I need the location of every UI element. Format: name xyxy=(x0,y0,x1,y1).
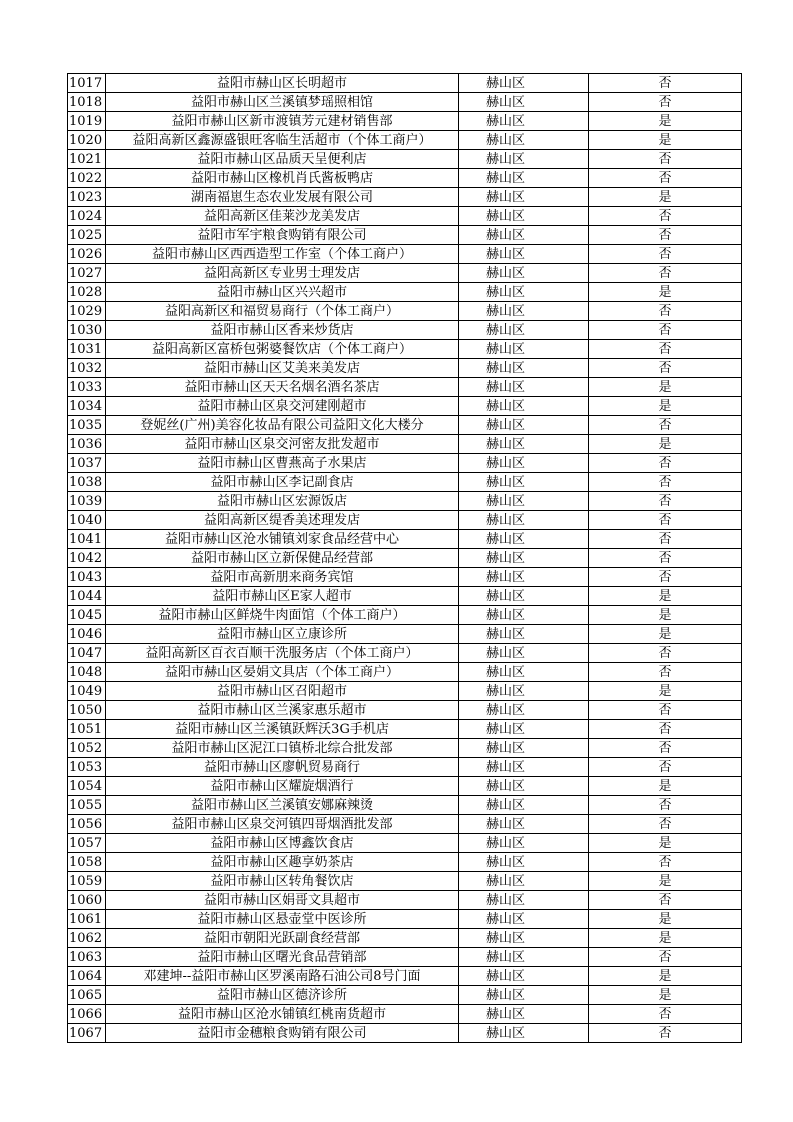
status-flag-cell: 否 xyxy=(589,644,742,663)
district-cell: 赫山区 xyxy=(459,169,589,188)
table-row xyxy=(68,910,742,929)
row-number-cell: 1066 xyxy=(68,1005,106,1024)
table-row xyxy=(68,492,742,511)
row-number-cell: 1063 xyxy=(68,948,106,967)
row-number-cell: 1067 xyxy=(68,1024,106,1043)
status-flag-cell: 是 xyxy=(589,625,742,644)
district-cell: 赫山区 xyxy=(459,644,589,663)
row-number-cell: 1029 xyxy=(68,302,106,321)
table-row xyxy=(68,150,742,169)
table-row xyxy=(68,720,742,739)
business-name-cell: 益阳市赫山区转角餐饮店 xyxy=(106,872,459,891)
business-name-cell: 益阳市赫山区立康诊所 xyxy=(106,625,459,644)
row-number-cell: 1047 xyxy=(68,644,106,663)
business-name-cell: 益阳市赫山区曙光食品营销部 xyxy=(106,948,459,967)
table-row xyxy=(68,891,742,910)
district-cell: 赫山区 xyxy=(459,473,589,492)
row-number-cell: 1024 xyxy=(68,207,106,226)
status-flag-cell: 是 xyxy=(589,834,742,853)
business-name-cell: 益阳市赫山区兰溪家惠乐超市 xyxy=(106,701,459,720)
row-number-cell: 1049 xyxy=(68,682,106,701)
row-number-cell: 1023 xyxy=(68,188,106,207)
district-cell: 赫山区 xyxy=(459,321,589,340)
business-name-cell: 益阳市赫山区兰溪镇跃辉沃3G手机店 xyxy=(106,720,459,739)
row-number-cell: 1045 xyxy=(68,606,106,625)
status-flag-cell: 否 xyxy=(589,568,742,587)
business-name-cell: 益阳市赫山区橡机肖氏酱板鸭店 xyxy=(106,169,459,188)
status-flag-cell: 否 xyxy=(589,473,742,492)
district-cell: 赫山区 xyxy=(459,359,589,378)
table-row xyxy=(68,131,742,150)
row-number-cell: 1017 xyxy=(68,74,106,93)
district-cell: 赫山区 xyxy=(459,986,589,1005)
row-number-cell: 1054 xyxy=(68,777,106,796)
table-row xyxy=(68,986,742,1005)
status-flag-cell: 是 xyxy=(589,283,742,302)
table-row xyxy=(68,74,742,93)
business-name-cell: 益阳市赫山区品质天呈便利店 xyxy=(106,150,459,169)
row-number-cell: 1053 xyxy=(68,758,106,777)
district-cell: 赫山区 xyxy=(459,948,589,967)
row-number-cell: 1059 xyxy=(68,872,106,891)
business-name-cell: 益阳市赫山区天天名烟名酒名茶店 xyxy=(106,378,459,397)
business-name-cell: 益阳市赫山区博鑫饮食店 xyxy=(106,834,459,853)
table-row xyxy=(68,416,742,435)
business-name-cell: 邓建坤--益阳市赫山区罗溪南路石油公司8号门面 xyxy=(106,967,459,986)
business-name-cell: 益阳市赫山区召阳超市 xyxy=(106,682,459,701)
business-name-cell: 益阳市赫山区沧水铺镇刘家食品经营中心 xyxy=(106,530,459,549)
business-name-cell: 益阳高新区专业男士理发店 xyxy=(106,264,459,283)
business-name-cell: 益阳市军宇粮食购销有限公司 xyxy=(106,226,459,245)
table-row xyxy=(68,283,742,302)
row-number-cell: 1040 xyxy=(68,511,106,530)
status-flag-cell: 是 xyxy=(589,929,742,948)
business-name-cell: 益阳市赫山区沧水铺镇红桃南货超市 xyxy=(106,1005,459,1024)
row-number-cell: 1062 xyxy=(68,929,106,948)
row-number-cell: 1044 xyxy=(68,587,106,606)
district-cell: 赫山区 xyxy=(459,853,589,872)
row-number-cell: 1039 xyxy=(68,492,106,511)
row-number-cell: 1034 xyxy=(68,397,106,416)
status-flag-cell: 是 xyxy=(589,910,742,929)
business-name-cell: 益阳市金穗粮食购销有限公司 xyxy=(106,1024,459,1043)
table-row xyxy=(68,340,742,359)
status-flag-cell: 否 xyxy=(589,758,742,777)
business-name-cell: 益阳高新区缇香美述理发店 xyxy=(106,511,459,530)
business-name-cell: 益阳高新区佳莱沙龙美发店 xyxy=(106,207,459,226)
status-flag-cell: 否 xyxy=(589,511,742,530)
row-number-cell: 1061 xyxy=(68,910,106,929)
district-cell: 赫山区 xyxy=(459,435,589,454)
status-flag-cell: 否 xyxy=(589,226,742,245)
status-flag-cell: 是 xyxy=(589,986,742,1005)
row-number-cell: 1026 xyxy=(68,245,106,264)
business-name-cell: 益阳市赫山区耀旋烟酒行 xyxy=(106,777,459,796)
district-cell: 赫山区 xyxy=(459,872,589,891)
district-cell: 赫山区 xyxy=(459,663,589,682)
table-row xyxy=(68,454,742,473)
status-flag-cell: 否 xyxy=(589,796,742,815)
table-row xyxy=(68,264,742,283)
table-row xyxy=(68,359,742,378)
table-row xyxy=(68,606,742,625)
row-number-cell: 1032 xyxy=(68,359,106,378)
row-number-cell: 1025 xyxy=(68,226,106,245)
status-flag-cell: 否 xyxy=(589,720,742,739)
business-name-cell: 登妮丝(广州)美容化妆品有限公司益阳文化大楼分 xyxy=(106,416,459,435)
district-cell: 赫山区 xyxy=(459,378,589,397)
table-row xyxy=(68,777,742,796)
district-cell: 赫山区 xyxy=(459,777,589,796)
district-cell: 赫山区 xyxy=(459,606,589,625)
row-number-cell: 1035 xyxy=(68,416,106,435)
table-row xyxy=(68,169,742,188)
business-name-cell: 益阳市赫山区李记副食店 xyxy=(106,473,459,492)
row-number-cell: 1056 xyxy=(68,815,106,834)
table-row xyxy=(68,226,742,245)
status-flag-cell: 是 xyxy=(589,777,742,796)
status-flag-cell: 否 xyxy=(589,74,742,93)
district-cell: 赫山区 xyxy=(459,568,589,587)
status-flag-cell: 是 xyxy=(589,967,742,986)
row-number-cell: 1058 xyxy=(68,853,106,872)
business-name-cell: 益阳市赫山区德济诊所 xyxy=(106,986,459,1005)
district-cell: 赫山区 xyxy=(459,834,589,853)
district-cell: 赫山区 xyxy=(459,720,589,739)
status-flag-cell: 是 xyxy=(589,587,742,606)
district-cell: 赫山区 xyxy=(459,511,589,530)
status-flag-cell: 是 xyxy=(589,872,742,891)
row-number-cell: 1038 xyxy=(68,473,106,492)
status-flag-cell: 是 xyxy=(589,435,742,454)
district-cell: 赫山区 xyxy=(459,587,589,606)
table-row xyxy=(68,1024,742,1043)
row-number-cell: 1041 xyxy=(68,530,106,549)
business-name-cell: 益阳市赫山区西西造型工作室（个体工商户） xyxy=(106,245,459,264)
records-table-body xyxy=(68,74,742,1043)
table-row xyxy=(68,701,742,720)
row-number-cell: 1036 xyxy=(68,435,106,454)
business-name-cell: 益阳市赫山区泉交河建刚超市 xyxy=(106,397,459,416)
table-row xyxy=(68,834,742,853)
district-cell: 赫山区 xyxy=(459,131,589,150)
status-flag-cell: 否 xyxy=(589,264,742,283)
district-cell: 赫山区 xyxy=(459,682,589,701)
business-name-cell: 益阳市赫山区悬壶堂中医诊所 xyxy=(106,910,459,929)
table-row xyxy=(68,473,742,492)
table-row xyxy=(68,682,742,701)
business-name-cell: 益阳市赫山区兰溪镇安娜麻辣烫 xyxy=(106,796,459,815)
row-number-cell: 1065 xyxy=(68,986,106,1005)
district-cell: 赫山区 xyxy=(459,739,589,758)
district-cell: 赫山区 xyxy=(459,967,589,986)
table-row xyxy=(68,568,742,587)
status-flag-cell: 否 xyxy=(589,739,742,758)
row-number-cell: 1052 xyxy=(68,739,106,758)
district-cell: 赫山区 xyxy=(459,492,589,511)
status-flag-cell: 否 xyxy=(589,492,742,511)
row-number-cell: 1060 xyxy=(68,891,106,910)
status-flag-cell: 否 xyxy=(589,169,742,188)
table-row xyxy=(68,549,742,568)
business-name-cell: 益阳市赫山区趣享奶茶店 xyxy=(106,853,459,872)
status-flag-cell: 否 xyxy=(589,701,742,720)
table-row xyxy=(68,967,742,986)
row-number-cell: 1030 xyxy=(68,321,106,340)
status-flag-cell: 否 xyxy=(589,454,742,473)
business-name-cell: 益阳市赫山区香来炒货店 xyxy=(106,321,459,340)
table-row xyxy=(68,587,742,606)
table-row xyxy=(68,1005,742,1024)
row-number-cell: 1046 xyxy=(68,625,106,644)
business-name-cell: 益阳市赫山区艾美来美发店 xyxy=(106,359,459,378)
row-number-cell: 1031 xyxy=(68,340,106,359)
business-name-cell: 益阳市高新朋来商务宾馆 xyxy=(106,568,459,587)
status-flag-cell: 否 xyxy=(589,207,742,226)
business-name-cell: 益阳市赫山区立新保健品经营部 xyxy=(106,549,459,568)
table-row xyxy=(68,188,742,207)
row-number-cell: 1055 xyxy=(68,796,106,815)
status-flag-cell: 否 xyxy=(589,948,742,967)
row-number-cell: 1021 xyxy=(68,150,106,169)
business-name-cell: 益阳市赫山区宏源饭店 xyxy=(106,492,459,511)
status-flag-cell: 否 xyxy=(589,663,742,682)
table-row xyxy=(68,815,742,834)
row-number-cell: 1020 xyxy=(68,131,106,150)
district-cell: 赫山区 xyxy=(459,283,589,302)
table-row xyxy=(68,739,742,758)
row-number-cell: 1028 xyxy=(68,283,106,302)
district-cell: 赫山区 xyxy=(459,93,589,112)
business-name-cell: 益阳市赫山区新市渡镇芳元建材销售部 xyxy=(106,112,459,131)
status-flag-cell: 否 xyxy=(589,416,742,435)
table-row xyxy=(68,644,742,663)
row-number-cell: 1033 xyxy=(68,378,106,397)
district-cell: 赫山区 xyxy=(459,264,589,283)
row-number-cell: 1037 xyxy=(68,454,106,473)
table-row xyxy=(68,758,742,777)
district-cell: 赫山区 xyxy=(459,891,589,910)
business-name-cell: 益阳市赫山区娟哥文具超市 xyxy=(106,891,459,910)
records-table xyxy=(67,73,742,1043)
business-name-cell: 益阳市赫山区泉交河密友批发超市 xyxy=(106,435,459,454)
business-name-cell: 益阳市赫山区曹燕高子水果店 xyxy=(106,454,459,473)
status-flag-cell: 否 xyxy=(589,530,742,549)
table-row xyxy=(68,511,742,530)
table-row xyxy=(68,93,742,112)
table-row xyxy=(68,302,742,321)
district-cell: 赫山区 xyxy=(459,796,589,815)
status-flag-cell: 是 xyxy=(589,397,742,416)
district-cell: 赫山区 xyxy=(459,397,589,416)
status-flag-cell: 否 xyxy=(589,853,742,872)
district-cell: 赫山区 xyxy=(459,701,589,720)
district-cell: 赫山区 xyxy=(459,625,589,644)
table-row xyxy=(68,378,742,397)
business-name-cell: 益阳高新区鑫源盛银旺客临生活超市（个体工商户） xyxy=(106,131,459,150)
row-number-cell: 1043 xyxy=(68,568,106,587)
row-number-cell: 1019 xyxy=(68,112,106,131)
row-number-cell: 1050 xyxy=(68,701,106,720)
district-cell: 赫山区 xyxy=(459,188,589,207)
status-flag-cell: 否 xyxy=(589,1005,742,1024)
table-row xyxy=(68,872,742,891)
table-row xyxy=(68,207,742,226)
business-name-cell: 益阳市赫山区晏娟文具店（个体工商户） xyxy=(106,663,459,682)
table-row xyxy=(68,112,742,131)
status-flag-cell: 否 xyxy=(589,1024,742,1043)
district-cell: 赫山区 xyxy=(459,549,589,568)
business-name-cell: 益阳市赫山区泥江口镇桥北综合批发部 xyxy=(106,739,459,758)
status-flag-cell: 否 xyxy=(589,340,742,359)
business-name-cell: 益阳市赫山区廖帆贸易商行 xyxy=(106,758,459,777)
district-cell: 赫山区 xyxy=(459,454,589,473)
status-flag-cell: 否 xyxy=(589,321,742,340)
status-flag-cell: 是 xyxy=(589,378,742,397)
status-flag-cell: 否 xyxy=(589,302,742,321)
district-cell: 赫山区 xyxy=(459,910,589,929)
status-flag-cell: 是 xyxy=(589,131,742,150)
business-name-cell: 益阳市赫山区兴兴超市 xyxy=(106,283,459,302)
row-number-cell: 1018 xyxy=(68,93,106,112)
row-number-cell: 1051 xyxy=(68,720,106,739)
status-flag-cell: 是 xyxy=(589,606,742,625)
business-name-cell: 益阳市赫山区泉交河镇四哥烟酒批发部 xyxy=(106,815,459,834)
district-cell: 赫山区 xyxy=(459,416,589,435)
business-name-cell: 益阳高新区富桥包粥婆餐饮店（个体工商户） xyxy=(106,340,459,359)
district-cell: 赫山区 xyxy=(459,245,589,264)
table-row xyxy=(68,245,742,264)
table-row xyxy=(68,625,742,644)
district-cell: 赫山区 xyxy=(459,226,589,245)
row-number-cell: 1057 xyxy=(68,834,106,853)
business-name-cell: 益阳高新区百衣百顺干洗服务店（个体工商户） xyxy=(106,644,459,663)
table-row xyxy=(68,397,742,416)
table-row xyxy=(68,929,742,948)
table-row xyxy=(68,530,742,549)
business-name-cell: 益阳高新区和福贸易商行（个体工商户） xyxy=(106,302,459,321)
status-flag-cell: 是 xyxy=(589,682,742,701)
table-row xyxy=(68,321,742,340)
status-flag-cell: 否 xyxy=(589,245,742,264)
district-cell: 赫山区 xyxy=(459,758,589,777)
district-cell: 赫山区 xyxy=(459,207,589,226)
row-number-cell: 1022 xyxy=(68,169,106,188)
status-flag-cell: 否 xyxy=(589,150,742,169)
status-flag-cell: 否 xyxy=(589,815,742,834)
status-flag-cell: 是 xyxy=(589,112,742,131)
row-number-cell: 1027 xyxy=(68,264,106,283)
row-number-cell: 1042 xyxy=(68,549,106,568)
table-row xyxy=(68,853,742,872)
status-flag-cell: 否 xyxy=(589,549,742,568)
district-cell: 赫山区 xyxy=(459,530,589,549)
business-name-cell: 益阳市朝阳光跃副食经营部 xyxy=(106,929,459,948)
status-flag-cell: 否 xyxy=(589,93,742,112)
status-flag-cell: 是 xyxy=(589,188,742,207)
table-row xyxy=(68,796,742,815)
row-number-cell: 1048 xyxy=(68,663,106,682)
business-name-cell: 湖南福崽生态农业发展有限公司 xyxy=(106,188,459,207)
business-name-cell: 益阳市赫山区长明超市 xyxy=(106,74,459,93)
business-name-cell: 益阳市赫山区鲜烧牛肉面馆（个体工商户） xyxy=(106,606,459,625)
district-cell: 赫山区 xyxy=(459,815,589,834)
district-cell: 赫山区 xyxy=(459,150,589,169)
district-cell: 赫山区 xyxy=(459,112,589,131)
district-cell: 赫山区 xyxy=(459,340,589,359)
table-row xyxy=(68,435,742,454)
table-row xyxy=(68,663,742,682)
district-cell: 赫山区 xyxy=(459,1005,589,1024)
row-number-cell: 1064 xyxy=(68,967,106,986)
district-cell: 赫山区 xyxy=(459,1024,589,1043)
business-name-cell: 益阳市赫山区兰溪镇梦瑶照相馆 xyxy=(106,93,459,112)
table-row xyxy=(68,948,742,967)
status-flag-cell: 否 xyxy=(589,891,742,910)
district-cell: 赫山区 xyxy=(459,929,589,948)
business-name-cell: 益阳市赫山区E家人超市 xyxy=(106,587,459,606)
status-flag-cell: 否 xyxy=(589,359,742,378)
district-cell: 赫山区 xyxy=(459,302,589,321)
district-cell: 赫山区 xyxy=(459,74,589,93)
